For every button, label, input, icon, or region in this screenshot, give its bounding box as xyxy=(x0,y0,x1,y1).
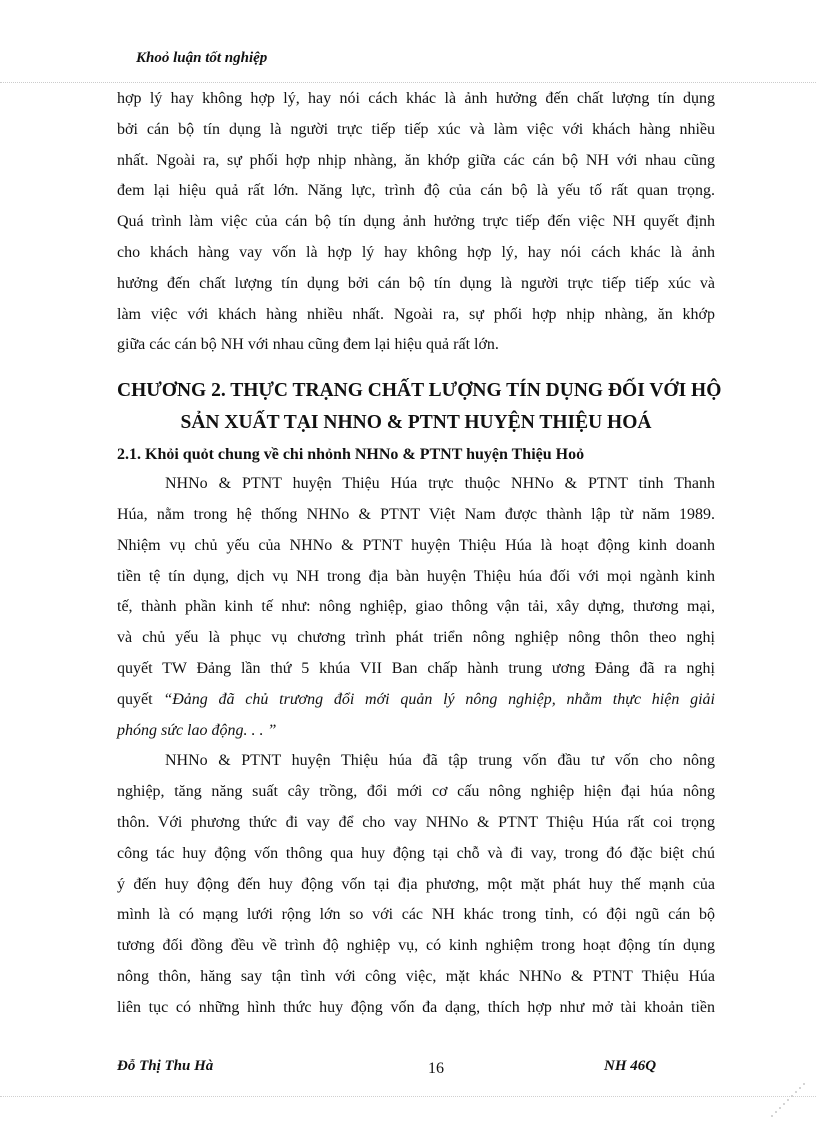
quote-text: “Đảng đã chủ trương đổi mới quản lý nông nghiệp, nhằm thực hiện giải xyxy=(163,690,715,708)
quote-text-line: phóng sức lao động. . . ” xyxy=(117,721,277,739)
text-line: thôn. Với phương thức đi vay để cho vay NHNo & PTNT Thiệu Húa rất coi trọng xyxy=(117,813,715,831)
text-line: NHNo & PTNT huyện Thiệu húa đã tập trung vốn đầu tư vốn cho nông xyxy=(165,752,715,770)
text-line: Nhiệm vụ chủ yếu của NHNo & PTNT huyện Thiệu Húa là hoạt động kinh doanh xyxy=(117,536,715,554)
page-corner-decoration xyxy=(748,1080,808,1120)
page-number: 16 xyxy=(428,1060,444,1077)
text-line: giữa các cán bộ NH với nhau cũng đem lại hiệu quả rất lớn. xyxy=(117,336,499,354)
text-line: Húa, nằm trong hệ thống NHNo & PTNT Việt Nam được thành lập từ năm 1989. xyxy=(117,505,715,523)
text-line: bởi cán bộ tín dụng là người trực tiếp tiếp xúc và làm việc với khách hàng nhiều xyxy=(117,120,715,138)
text-line: liên tục có những hình thức huy động vốn đa dạng, thích hợp như mở tài khoản tiền xyxy=(117,998,715,1016)
chapter-title xyxy=(117,375,722,439)
text-line: làm việc với khách hàng nhiều nhất. Ngoài ra, sự phối hợp nhịp nhàng, ăn khớp xyxy=(117,305,715,323)
section-heading: 2.1. Khỏi quỏt chung về chi nhỏnh NHNo & PTNT huyện Thiệu Hoỏ xyxy=(117,446,585,464)
text-line: tế, thành phần kinh tế như: nông nghiệp, giao thông vận tải, xây dựng, thương mại, xyxy=(117,598,715,616)
header-divider xyxy=(0,82,816,83)
text-line: đem lại hiệu quả rất lớn. Năng lực, trình độ của cán bộ là yếu tố rất quan trọng. xyxy=(117,182,715,200)
text-line: NHNo & PTNT huyện Thiệu Húa trực thuộc NHNo & PTNT tỉnh Thanh xyxy=(165,475,715,493)
footer-class-code: NH 46Q xyxy=(604,1058,657,1074)
text-line: nông thôn, hăng say tận tình với công việc, mặt khác NHNo & PTNT Thiệu Húa xyxy=(117,967,715,985)
page-body xyxy=(117,84,722,1024)
chapter-title-line: SẢN XUẤT TẠI NHNO & PTNT HUYỆN THIỆU HOÁ xyxy=(180,412,652,434)
paragraph-continuation xyxy=(117,84,715,361)
text-line: hợp lý hay không hợp lý, hay nói cách khác là ảnh hưởng đến chất lượng tín dụng xyxy=(117,90,715,107)
paragraph-capital-mobilization xyxy=(117,746,715,1023)
footer-divider xyxy=(0,1096,816,1097)
text-line: mình là có mạng lưới rộng lớn so với các NH khác trong tỉnh, có đội ngũ cán bộ xyxy=(117,906,715,924)
text-line: tiền tệ tín dụng, dịch vụ NH trong địa bàn huyện Thiệu húa đối với mọi ngành kinh xyxy=(117,567,715,585)
chapter-title-line: CHƯƠNG 2. THỰC TRẠNG CHẤT LƯỢNG TÍN DỤNG ĐỐI VỚI HỘ xyxy=(117,380,722,402)
text-line: nghiệp, tăng năng suất cây trồng, đổi mới cơ cấu nông nghiệp hiện đại húa nông xyxy=(117,783,715,801)
quote-prefix: quyết xyxy=(117,690,164,708)
text-line: Quá trình làm việc của cán bộ tín dụng ảnh hưởng trực tiếp đến việc NH quyết định xyxy=(117,213,715,231)
text-line: công tác huy động vốn thông qua huy động tại chỗ và đi vay, trong đó đặc biệt chú xyxy=(117,844,715,862)
text-line-with-quote xyxy=(117,685,715,716)
text-line: nhất. Ngoài ra, sự phối hợp nhịp nhàng, ăn khớp giữa các cán bộ NH với nhau cũng xyxy=(117,151,715,169)
paragraph-bank-overview xyxy=(117,469,715,746)
text-line: cho khách hàng vay vốn là hợp lý hay không hợp lý, hay nói cách khác là ảnh xyxy=(117,243,715,261)
text-line: hưởng đến chất lượng tín dụng bởi cán bộ tín dụng là người trực tiếp tiếp xúc và xyxy=(117,274,715,292)
running-header-title: Khoỏ luận tốt nghiệp xyxy=(136,50,268,66)
text-line: tương đối đồng đều về trình độ nghiệp vụ, có kinh nghiệm trong hoạt động tín dụng xyxy=(117,937,715,955)
text-line: và chủ yếu là phục vụ chương trình phát triển nông nghiệp nông thôn theo nghị xyxy=(117,629,715,647)
text-line: ý đến huy động đến huy động vốn tại địa phương, một mặt phát huy thế mạnh của xyxy=(117,875,715,893)
text-line: quyết TW Đảng lần thứ 5 khúa VII Ban chấp hành trung ương Đảng đã ra nghị xyxy=(117,659,715,677)
footer-author: Đỗ Thị Thu Hà xyxy=(117,1058,214,1074)
